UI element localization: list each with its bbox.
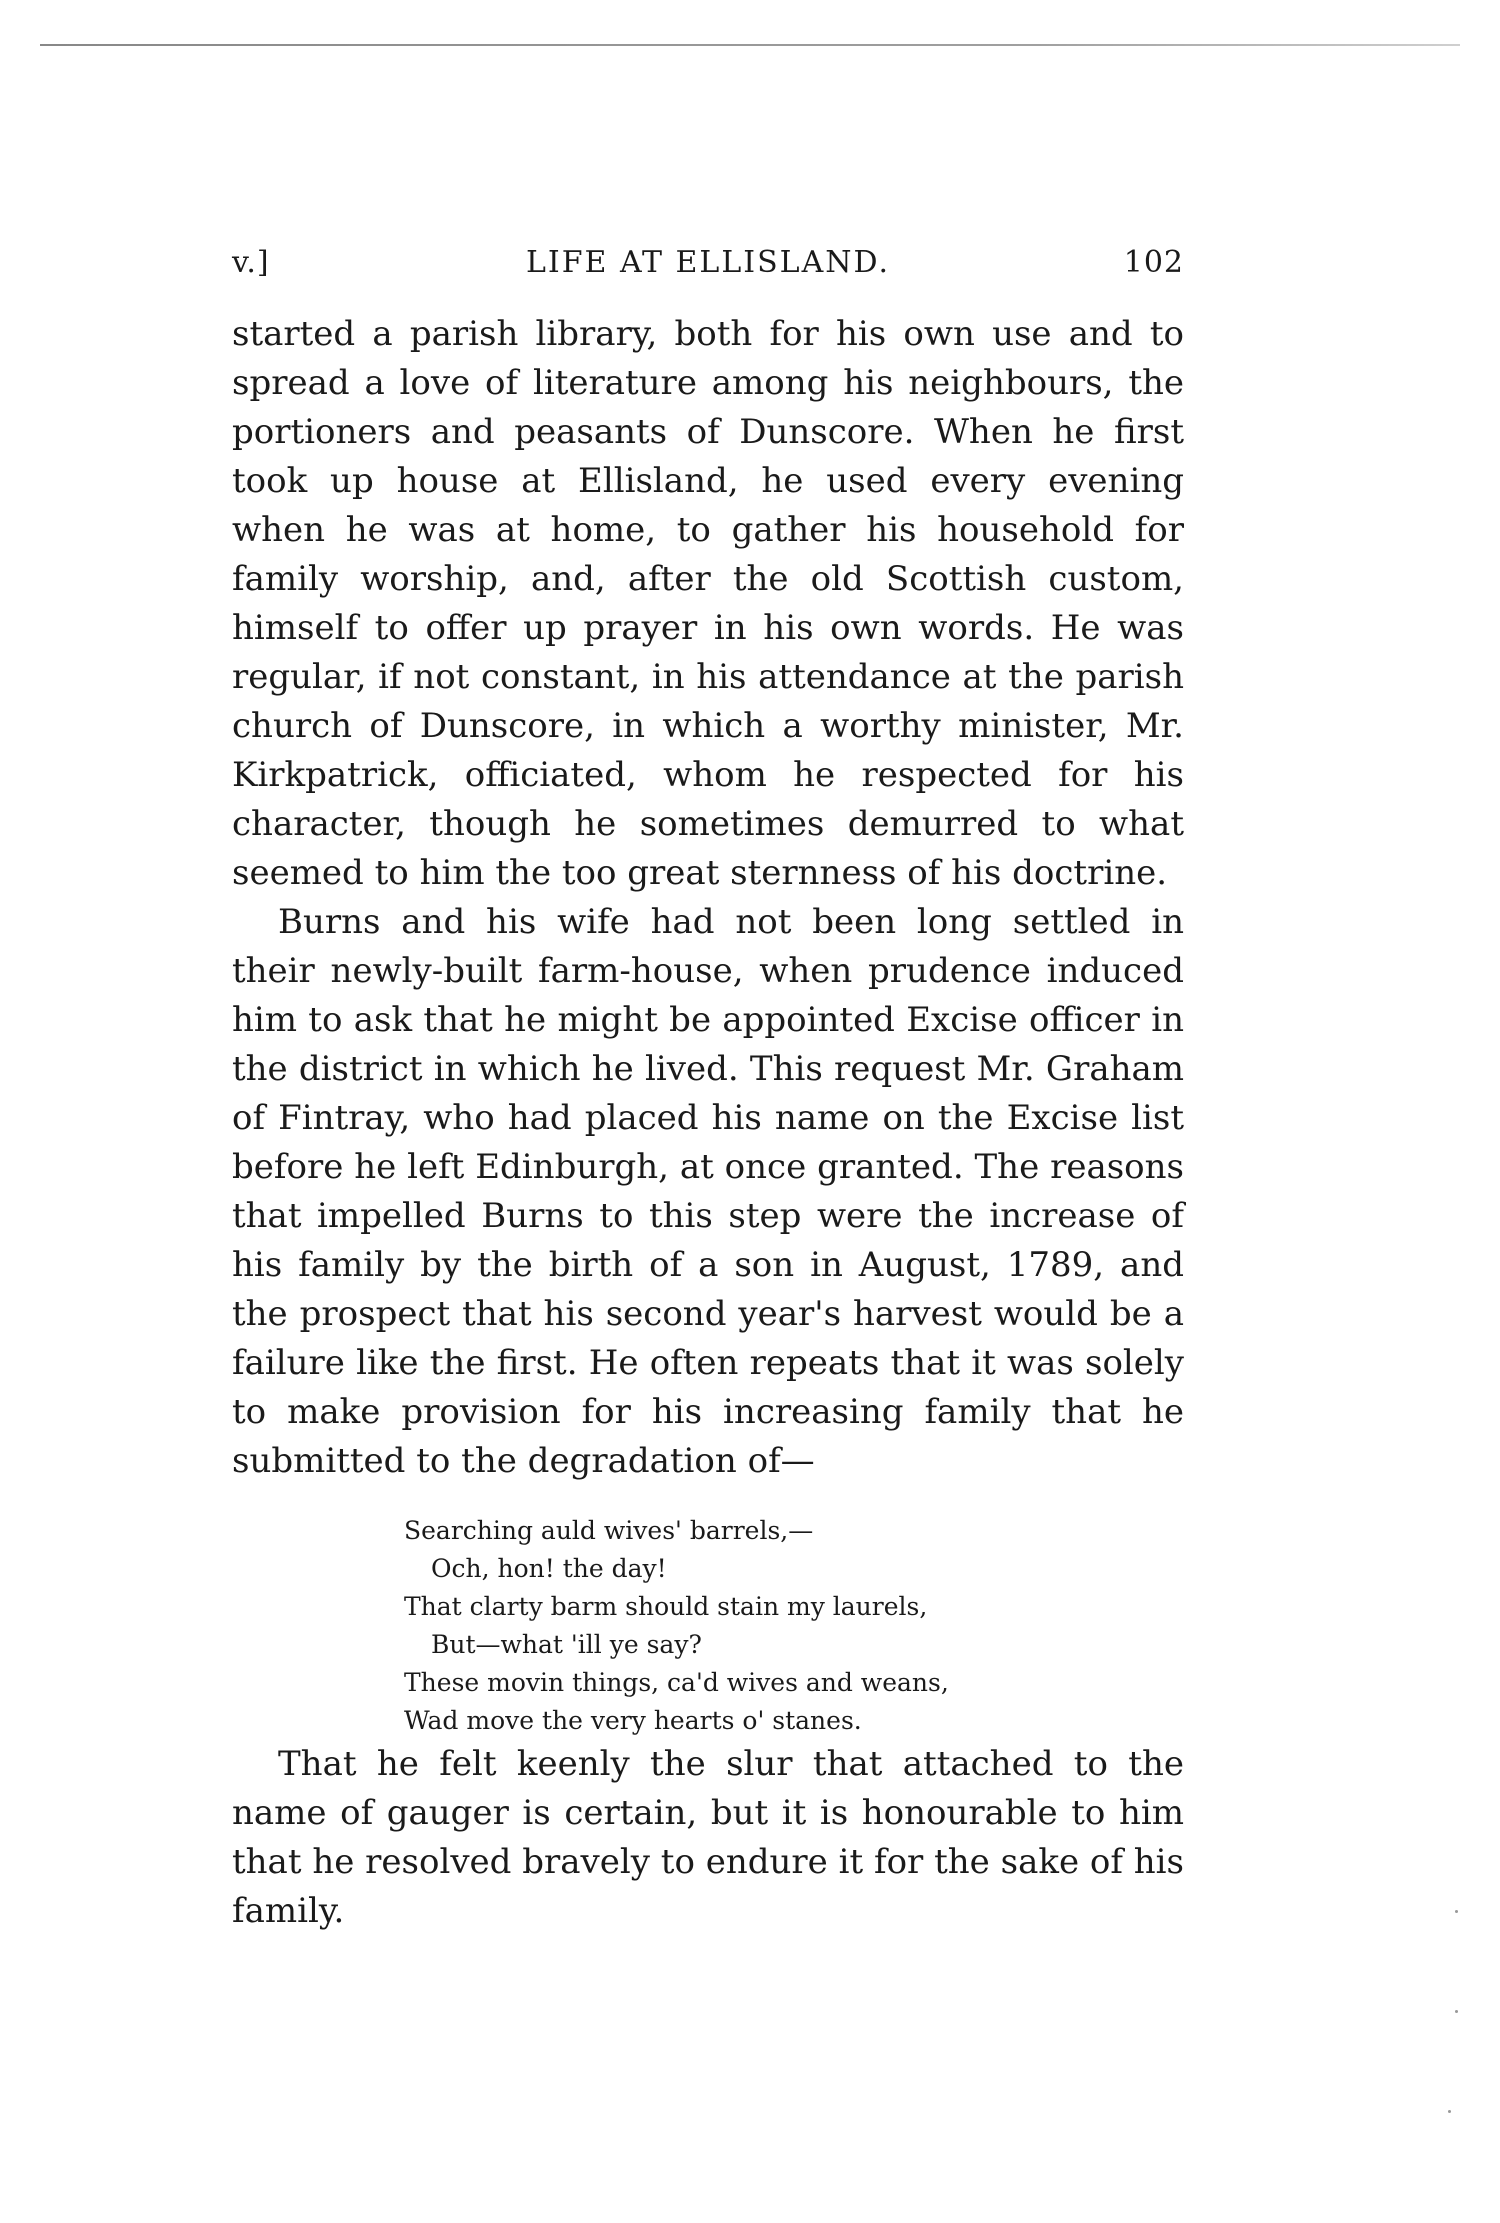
running-head (232, 245, 1184, 285)
scan-speck (1455, 1910, 1458, 1913)
verse-line: Searching auld wives' barrels,— (404, 1516, 814, 1545)
verse-line: That clarty barm should stain my laurels, (404, 1592, 928, 1621)
page-number: 102 (1123, 245, 1184, 280)
top-edge-rule (40, 44, 1460, 46)
verse-line: But—what 'ill ye say? (431, 1630, 702, 1659)
verse-quotation (404, 1512, 1184, 1740)
verse-line: These movin things, ca'd wives and weans, (404, 1668, 949, 1697)
closing-paragraph: That he felt keenly the slur that attached to the name of gauger is certain, but it is honourable to him that he resolved bravely to endure it for the sake of his family. (232, 1744, 1184, 1931)
scan-speck (1448, 2110, 1451, 2113)
paragraph-1: started a parish library, both for his own use and to spread a love of literature among his neighbours, the portioners and peasants of Dunscore. When he first took up house at Ellisland, he used every evening when he was at home, to gather his household for family worship, and, after the old Scottish custom, himself to offer up prayer in his own words. He was regular, if not constant, in his attendance at the parish church of Dunscore, in which a worthy minister, Mr. Kirkpatrick, officiated, whom he respected for his character, though he sometimes demurred to what seemed to him the too great sternness of his doctrine. (232, 314, 1184, 893)
scan-speck (1455, 2010, 1458, 2013)
chapter-marker: v.] (232, 245, 270, 280)
verse-line: Wad move the very hearts o' stanes. (404, 1706, 862, 1735)
paragraph-2: Burns and his wife had not been long settled in their newly-built farm-house, when prudence induced him to ask that he might be appointed Excise officer in the district in which he lived. This request Mr. Graham of Fintray, who had placed his name on the Excise list before he left Edinburgh, at once granted. The reasons that impelled Burns to this step were the increase of his family by the birth of a son in August, 1789, and the prospect that his second year's harvest would be a failure like the first. He often repeats that it was solely to make provision for his increasing family that he submitted to the degradation of— (232, 902, 1184, 1481)
page-title: LIFE AT ELLISLAND. (525, 245, 891, 280)
verse-line: Och, hon! the day! (431, 1554, 667, 1583)
body-text (232, 310, 1184, 1936)
